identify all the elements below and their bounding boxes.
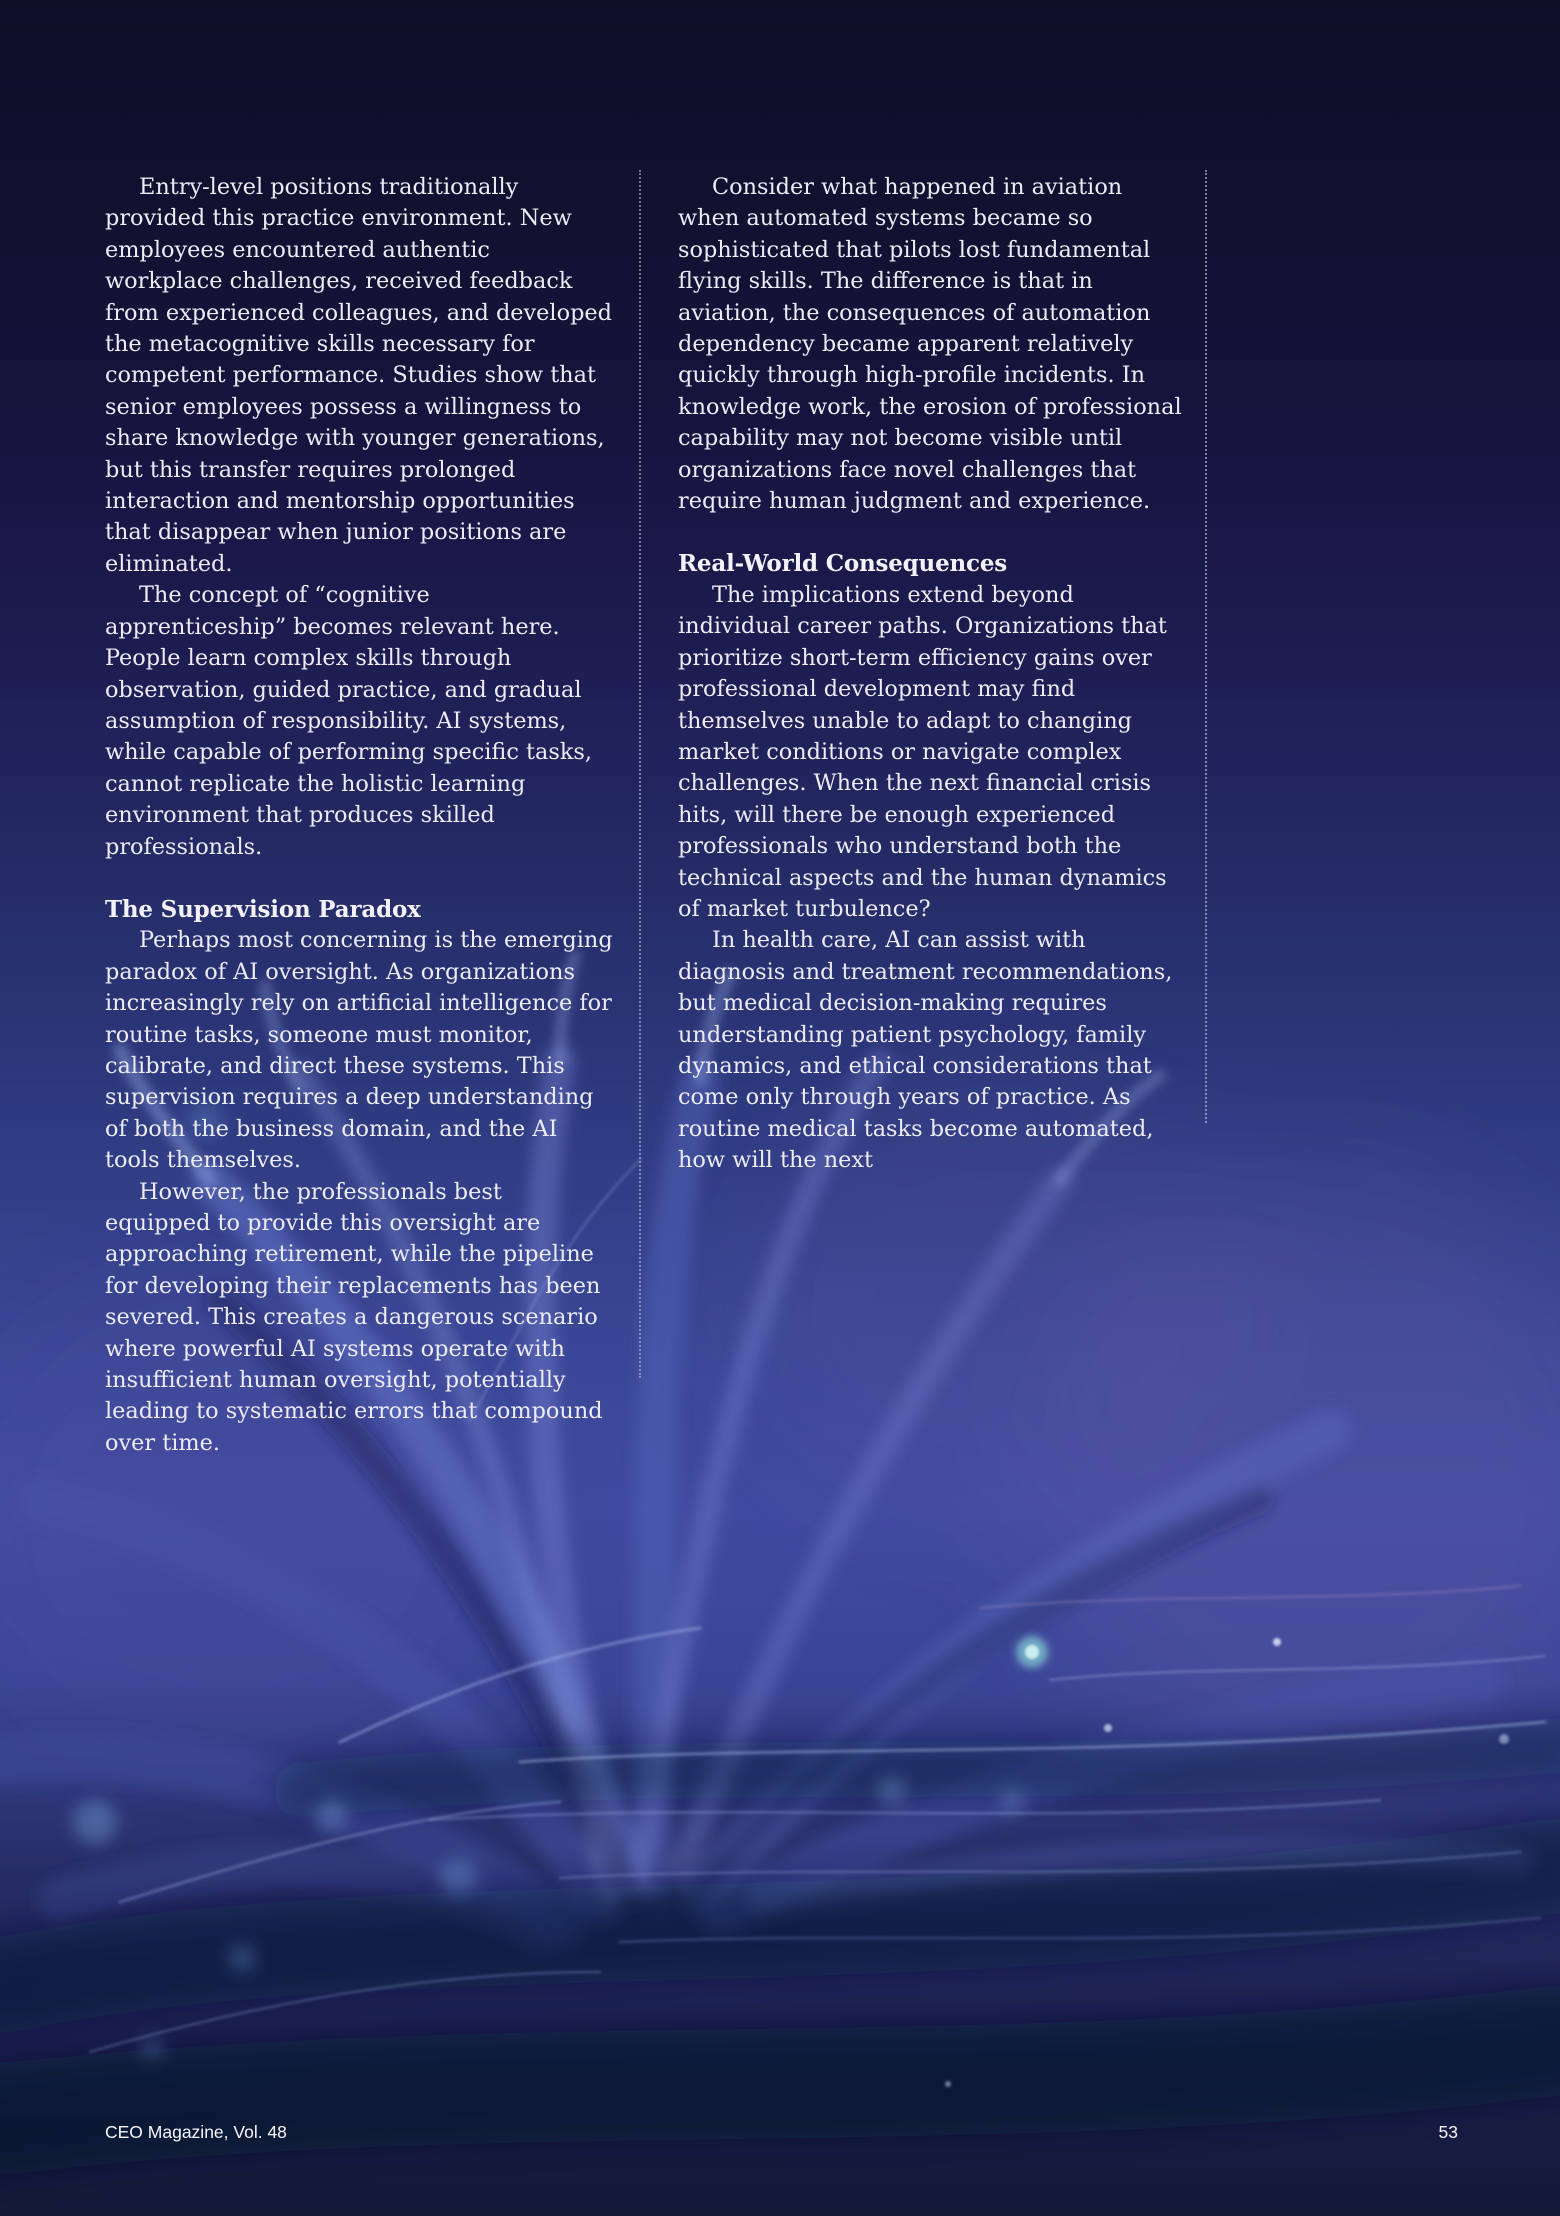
section-heading-supervision-paradox: The Supervision Paradox	[105, 895, 421, 923]
right-margin-dotted-rule	[1205, 170, 1207, 1123]
paragraph-entry-level: Entry-level positions traditionally provided this practice environment. New employees encountered authentic workplace challenges, received feedback from experienced colleagues, and developed the metacognitive skills necessary for competent performance. Studies show that senior employees possess a willingness to share knowledge with younger generations, but this transfer requires prolonged interaction and mentorship opportunities that disappear when junior positions are eliminated.	[105, 174, 612, 577]
paragraph-aviation: Consider what happened in aviation when automated systems became so sophisticated that pilots lost fundamental flying skills. The difference is that in aviation, the consequences of automation dependency became apparent relatively quickly through high-profile incidents. In knowledge work, the erosion of professional capability may not become visible until organizations face novel challenges that require human judgment and experience.	[678, 174, 1182, 515]
paragraph-ai-oversight: Perhaps most concerning is the emerging paradox of AI oversight. As organizations increasingly rely on artificial intelligence for routine tasks, someone must monitor, calibrate, and direct these systems. This supervision requires a deep understanding of both the business domain, and the AI tools themselves.	[105, 927, 613, 1174]
article-body	[105, 172, 1186, 1459]
page-footer	[105, 2121, 1458, 2143]
paragraph-cognitive-apprenticeship: The concept of “cognitive apprenticeship” becomes relevant here. People learn complex skills through observation, guided practice, and gradual assumption of responsibility. AI systems, while capable of performing specific tasks, cannot replicate the holistic learning environment that produces skilled professionals.	[105, 582, 592, 860]
section-heading-real-world-consequences: Real-World Consequences	[678, 550, 1008, 578]
magazine-volume-label: CEO Magazine, Vol. 48	[105, 2122, 287, 2142]
page-number: 53	[1438, 2122, 1458, 2142]
paragraph-retirement-pipeline: However, the professionals best equipped to provide this oversight are approaching retirement, while the pipeline for developing their replacements has been severed. This creates a dangerous scenario where powerful AI systems operate with insufficient human oversight, potentially leading to systematic errors that compound over time.	[105, 1178, 603, 1456]
left-column	[105, 172, 613, 1459]
paragraph-health-care: In health care, AI can assist with diagnosis and treatment recommendations, but medical decision-making requires understanding patient psychology, family dynamics, and ethical considerations that come only through years of practice. As routine medical tasks become automated, how will the next	[678, 927, 1173, 1174]
paragraph-implications: The implications extend beyond individual career paths. Organizations that prioritize short-term efficiency gains over professional development may find themselves unable to adapt to changing market conditions or navigate complex challenges. When the next financial crisis hits, will there be enough experienced professionals who understand both the technical aspects and the human dynamics of market turbulence?	[678, 581, 1167, 922]
right-column	[678, 172, 1186, 1459]
